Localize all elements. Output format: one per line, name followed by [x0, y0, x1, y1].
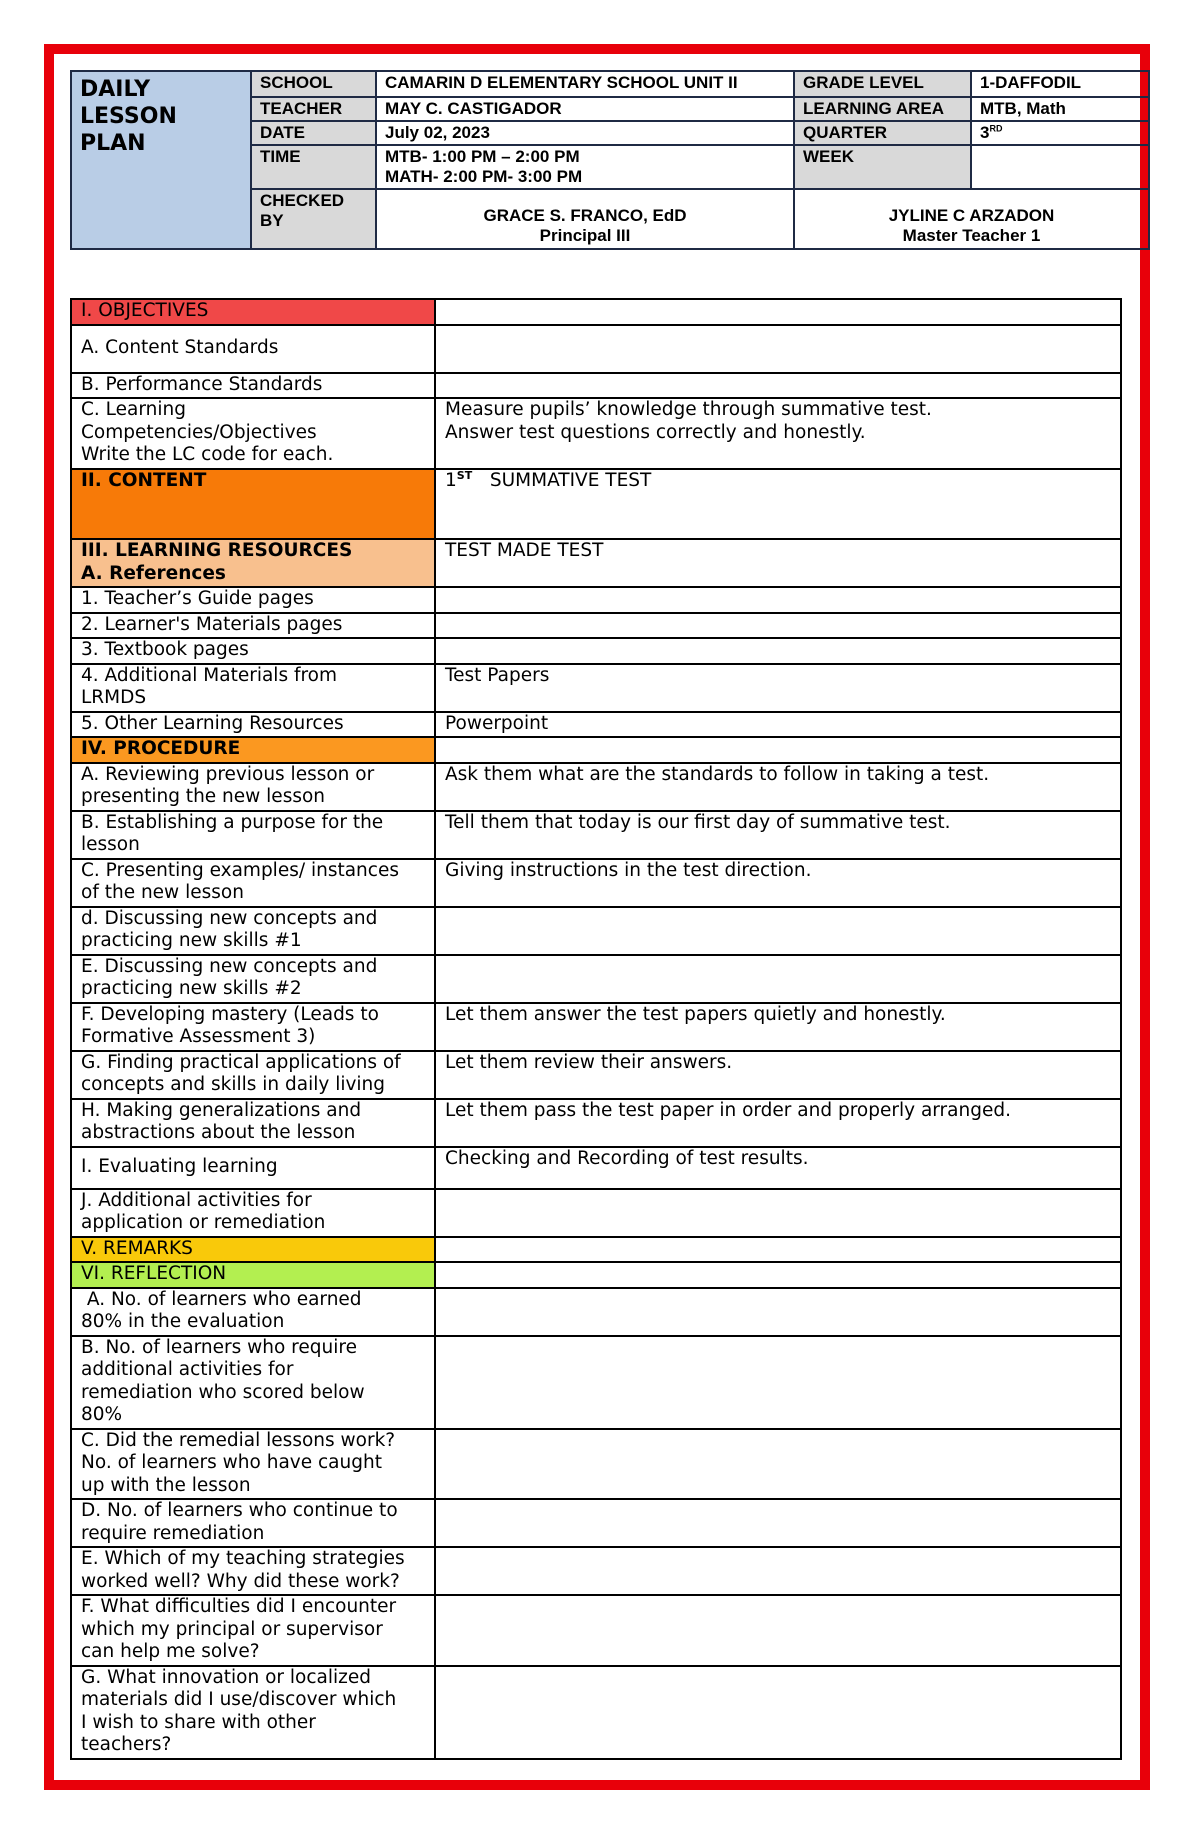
row-label: [71, 1003, 435, 1051]
plan-row: [71, 469, 1121, 540]
row-value-line: Tell them that today is our first day of summative test.: [445, 811, 951, 833]
row-value: [435, 1429, 1121, 1500]
row-label: [71, 1429, 435, 1500]
row-value: [435, 1595, 1121, 1666]
row-label-line: A. References: [81, 562, 226, 584]
row-label-line: of the new lesson: [81, 882, 244, 903]
master-teacher-signatory: JYLINE C ARZADON Master Teacher 1: [794, 189, 1149, 249]
row-label: [71, 664, 435, 712]
plan-row: [71, 539, 1121, 587]
plan-row: [71, 1547, 1121, 1595]
row-label: [71, 763, 435, 811]
row-label-line: d. Discussing new concepts and: [81, 907, 378, 929]
row-value: [435, 1288, 1121, 1336]
row-label-line: application or remediation: [81, 1212, 326, 1233]
plan-row: [71, 955, 1121, 1003]
row-label: [71, 1147, 435, 1189]
row-value: [435, 398, 1121, 469]
row-label-line: practicing new skills #1: [81, 930, 302, 951]
row-label-line: teachers?: [81, 1734, 172, 1755]
row-label: [71, 859, 435, 907]
plan-row: [71, 1147, 1121, 1189]
row-value: [435, 737, 1121, 763]
row-value: [435, 763, 1121, 811]
row-label: [71, 398, 435, 469]
row-label-line: E. Which of my teaching strategies: [81, 1548, 405, 1569]
plan-row: [71, 613, 1121, 639]
row-value: [435, 1262, 1121, 1288]
row-label-line: 5. Other Learning Resources: [81, 712, 344, 734]
row-label-line: G. Finding practical applications of: [81, 1051, 401, 1073]
row-label-line: Competencies/Objectives: [81, 421, 317, 443]
row-value: [435, 539, 1121, 587]
plan-row: [71, 1262, 1121, 1288]
row-value: [435, 587, 1121, 613]
row-label-line: J. Additional activities for: [81, 1189, 312, 1211]
row-value-line: Checking and Recording of test results.: [445, 1147, 809, 1169]
row-label: [71, 469, 435, 540]
row-label: [71, 1262, 435, 1288]
plan-row: [71, 1595, 1121, 1666]
plan-row: [71, 325, 1121, 373]
row-label-line: No. of learners who have caught: [81, 1452, 382, 1473]
row-label-line: lesson: [81, 834, 140, 855]
row-label-line: 3. Textbook pages: [81, 639, 249, 660]
row-value-line: Let them pass the test paper in order and properly arranged.: [445, 1099, 1011, 1121]
row-label: [71, 907, 435, 955]
quarter-label: QUARTER: [794, 121, 971, 145]
row-value: [435, 811, 1121, 859]
plan-row: [71, 907, 1121, 955]
row-value: [435, 1336, 1121, 1429]
time-value: MTB- 1:00 PM – 2:00 PM MATH- 2:00 PM- 3:00 PM: [376, 145, 794, 189]
plan-row: [71, 1189, 1121, 1237]
plan-row: [71, 664, 1121, 712]
row-label-line: C. Presenting examples/ instances: [81, 859, 399, 881]
row-label-line: LRMDS: [81, 687, 147, 708]
row-label-line: 80%: [81, 1404, 123, 1425]
row-label: [71, 811, 435, 859]
row-label-line: abstractions about the lesson: [81, 1122, 356, 1143]
row-label-line: A. No. of learners who earned: [81, 1288, 362, 1310]
row-label: [71, 587, 435, 613]
row-label-line: C. Did the remedial lessons work?: [81, 1429, 396, 1451]
plan-row: [71, 1051, 1121, 1099]
row-value: [435, 613, 1121, 639]
plan-row: [71, 811, 1121, 859]
teacher-label: TEACHER: [251, 97, 376, 121]
school-label: SCHOOL: [251, 71, 376, 97]
plan-row: [71, 859, 1121, 907]
row-value: [435, 955, 1121, 1003]
grade-level-label: GRADE LEVEL: [794, 71, 971, 97]
plan-row: [71, 1099, 1121, 1147]
row-label-line: G. What innovation or localized: [81, 1666, 371, 1688]
plan-row: [71, 1288, 1121, 1336]
plan-row: [71, 1003, 1121, 1051]
quarter-value: 3RD: [971, 121, 1149, 145]
plan-row: [71, 1237, 1121, 1263]
row-label-line: D. No. of learners who continue to: [81, 1500, 398, 1521]
school-value: CAMARIN D ELEMENTARY SCHOOL UNIT II: [376, 71, 794, 97]
row-value: [435, 1666, 1121, 1759]
row-value: [435, 1147, 1121, 1189]
row-value-line: Let them review their answers.: [445, 1051, 733, 1073]
teacher-value: MAY C. CASTIGADOR: [376, 97, 794, 121]
row-value-line: Measure pupils’ knowledge through summative test.: [445, 399, 932, 420]
row-label: [71, 1499, 435, 1547]
learning-area-value: MTB, Math: [971, 97, 1149, 121]
plan-row: [71, 737, 1121, 763]
row-value: [435, 1499, 1121, 1547]
week-value: [971, 145, 1149, 189]
row-value: [435, 299, 1121, 325]
row-value: [435, 1099, 1121, 1147]
row-value-line: Let them answer the test papers quietly and honestly.: [445, 1003, 946, 1025]
row-value-line: Answer test questions correctly and honestly.: [445, 421, 866, 443]
row-value-line: Giving instructions in the test direction.: [445, 859, 812, 881]
date-value: July 02, 2023: [376, 121, 794, 145]
row-label-line: A. Content Standards: [81, 337, 279, 359]
checked-by-label: CHECKED BY: [251, 189, 376, 249]
row-label-line: A. Reviewing previous lesson or: [81, 763, 375, 785]
row-value: [435, 1547, 1121, 1595]
row-label-line: II. CONTENT: [81, 469, 207, 491]
row-value: [435, 712, 1121, 738]
row-value-line: Test Papers: [445, 664, 550, 686]
row-label: [71, 1099, 435, 1147]
row-label-line: C. Learning: [81, 399, 186, 420]
plan-row: [71, 1499, 1121, 1547]
row-label-line: III. LEARNING RESOURCES: [81, 540, 353, 561]
row-label-line: concepts and skills in daily living: [81, 1074, 386, 1095]
row-value-line: TEST MADE TEST: [445, 540, 604, 561]
row-label-line: I. OBJECTIVES: [81, 300, 209, 321]
row-label-line: remediation who scored below: [81, 1381, 365, 1403]
row-label: [71, 955, 435, 1003]
lesson-plan-table: [70, 298, 1122, 1760]
row-label-line: B. Establishing a purpose for the: [81, 811, 384, 833]
row-label-line: require remediation: [81, 1522, 265, 1544]
row-label-line: 4. Additional Materials from: [81, 664, 338, 686]
row-label-line: F. What difficulties did I encounter: [81, 1596, 397, 1617]
plan-row: [71, 398, 1121, 469]
row-label-line: 80% in the evaluation: [81, 1311, 285, 1332]
row-label-line: I. Evaluating learning: [81, 1156, 278, 1178]
row-label: [71, 737, 435, 763]
row-value: [435, 325, 1121, 373]
row-label: [71, 1336, 435, 1429]
header-table: [70, 70, 1150, 250]
row-label-line: can help me solve?: [81, 1641, 260, 1662]
row-label: [71, 1051, 435, 1099]
row-value: [435, 638, 1121, 664]
daily-lesson-plan-title: DAILY LESSON PLAN: [71, 71, 251, 249]
plan-row: [71, 763, 1121, 811]
row-label: [71, 539, 435, 587]
week-label: WEEK: [794, 145, 971, 189]
row-label-line: 1. Teacher’s Guide pages: [81, 588, 314, 609]
row-label-line: materials did I use/discover which: [81, 1689, 397, 1710]
plan-row: [71, 373, 1121, 399]
row-label: [71, 1237, 435, 1263]
row-value: 1ST SUMMATIVE TEST: [435, 469, 1121, 540]
plan-row: [71, 587, 1121, 613]
learning-area-label: LEARNING AREA: [794, 97, 971, 121]
row-label: [71, 1595, 435, 1666]
row-label: [71, 638, 435, 664]
row-value: [435, 1189, 1121, 1237]
row-label-line: presenting the new lesson: [81, 786, 326, 807]
plan-row: [71, 1429, 1121, 1500]
row-label-line: F. Developing mastery (Leads to: [81, 1003, 379, 1025]
row-label-line: E. Discussing new concepts and: [81, 955, 378, 977]
row-value: [435, 907, 1121, 955]
row-label-line: worked well? Why did these work?: [81, 1570, 400, 1592]
row-value: [435, 1051, 1121, 1099]
row-value-line: Ask them what are the standards to follow in taking a test.: [445, 763, 990, 785]
row-label-line: B. No. of learners who require: [81, 1336, 357, 1358]
row-label-line: up with the lesson: [81, 1474, 251, 1496]
row-value: [435, 859, 1121, 907]
row-label: [71, 712, 435, 738]
plan-row: [71, 638, 1121, 664]
row-value-line: Powerpoint: [445, 712, 549, 734]
row-label: [71, 373, 435, 399]
row-label: [71, 1189, 435, 1237]
row-value: [435, 1003, 1121, 1051]
date-label: DATE: [251, 121, 376, 145]
row-label: [71, 1288, 435, 1336]
row-label-line: practicing new skills #2: [81, 978, 302, 999]
row-label: [71, 325, 435, 373]
row-value: [435, 1237, 1121, 1263]
row-label: [71, 299, 435, 325]
row-label: [71, 613, 435, 639]
row-label-line: 2. Learner's Materials pages: [81, 613, 343, 635]
plan-row: [71, 299, 1121, 325]
row-label-line: I wish to share with other: [81, 1711, 316, 1733]
row-label-line: B. Performance Standards: [81, 373, 323, 395]
row-value: [435, 373, 1121, 399]
row-label-line: V. REMARKS: [81, 1237, 193, 1259]
plan-row: [71, 1666, 1121, 1759]
plan-row: [71, 712, 1121, 738]
grade-level-value: 1-DAFFODIL: [971, 71, 1149, 97]
row-label-line: additional activities for: [81, 1359, 294, 1380]
row-label-line: Write the LC code for each.: [81, 444, 334, 465]
row-label: [71, 1547, 435, 1595]
row-label-line: H. Making generalizations and: [81, 1099, 362, 1121]
row-label-line: which my principal or supervisor: [81, 1618, 383, 1640]
row-label-line: Formative Assessment 3): [81, 1026, 316, 1047]
principal-signatory: GRACE S. FRANCO, EdD Principal III: [376, 189, 794, 249]
plan-row: [71, 1336, 1121, 1429]
row-label-line: VI. REFLECTION: [81, 1263, 227, 1284]
time-label: TIME: [251, 145, 376, 189]
row-label: [71, 1666, 435, 1759]
row-label-line: IV. PROCEDURE: [81, 738, 241, 759]
row-value: [435, 664, 1121, 712]
